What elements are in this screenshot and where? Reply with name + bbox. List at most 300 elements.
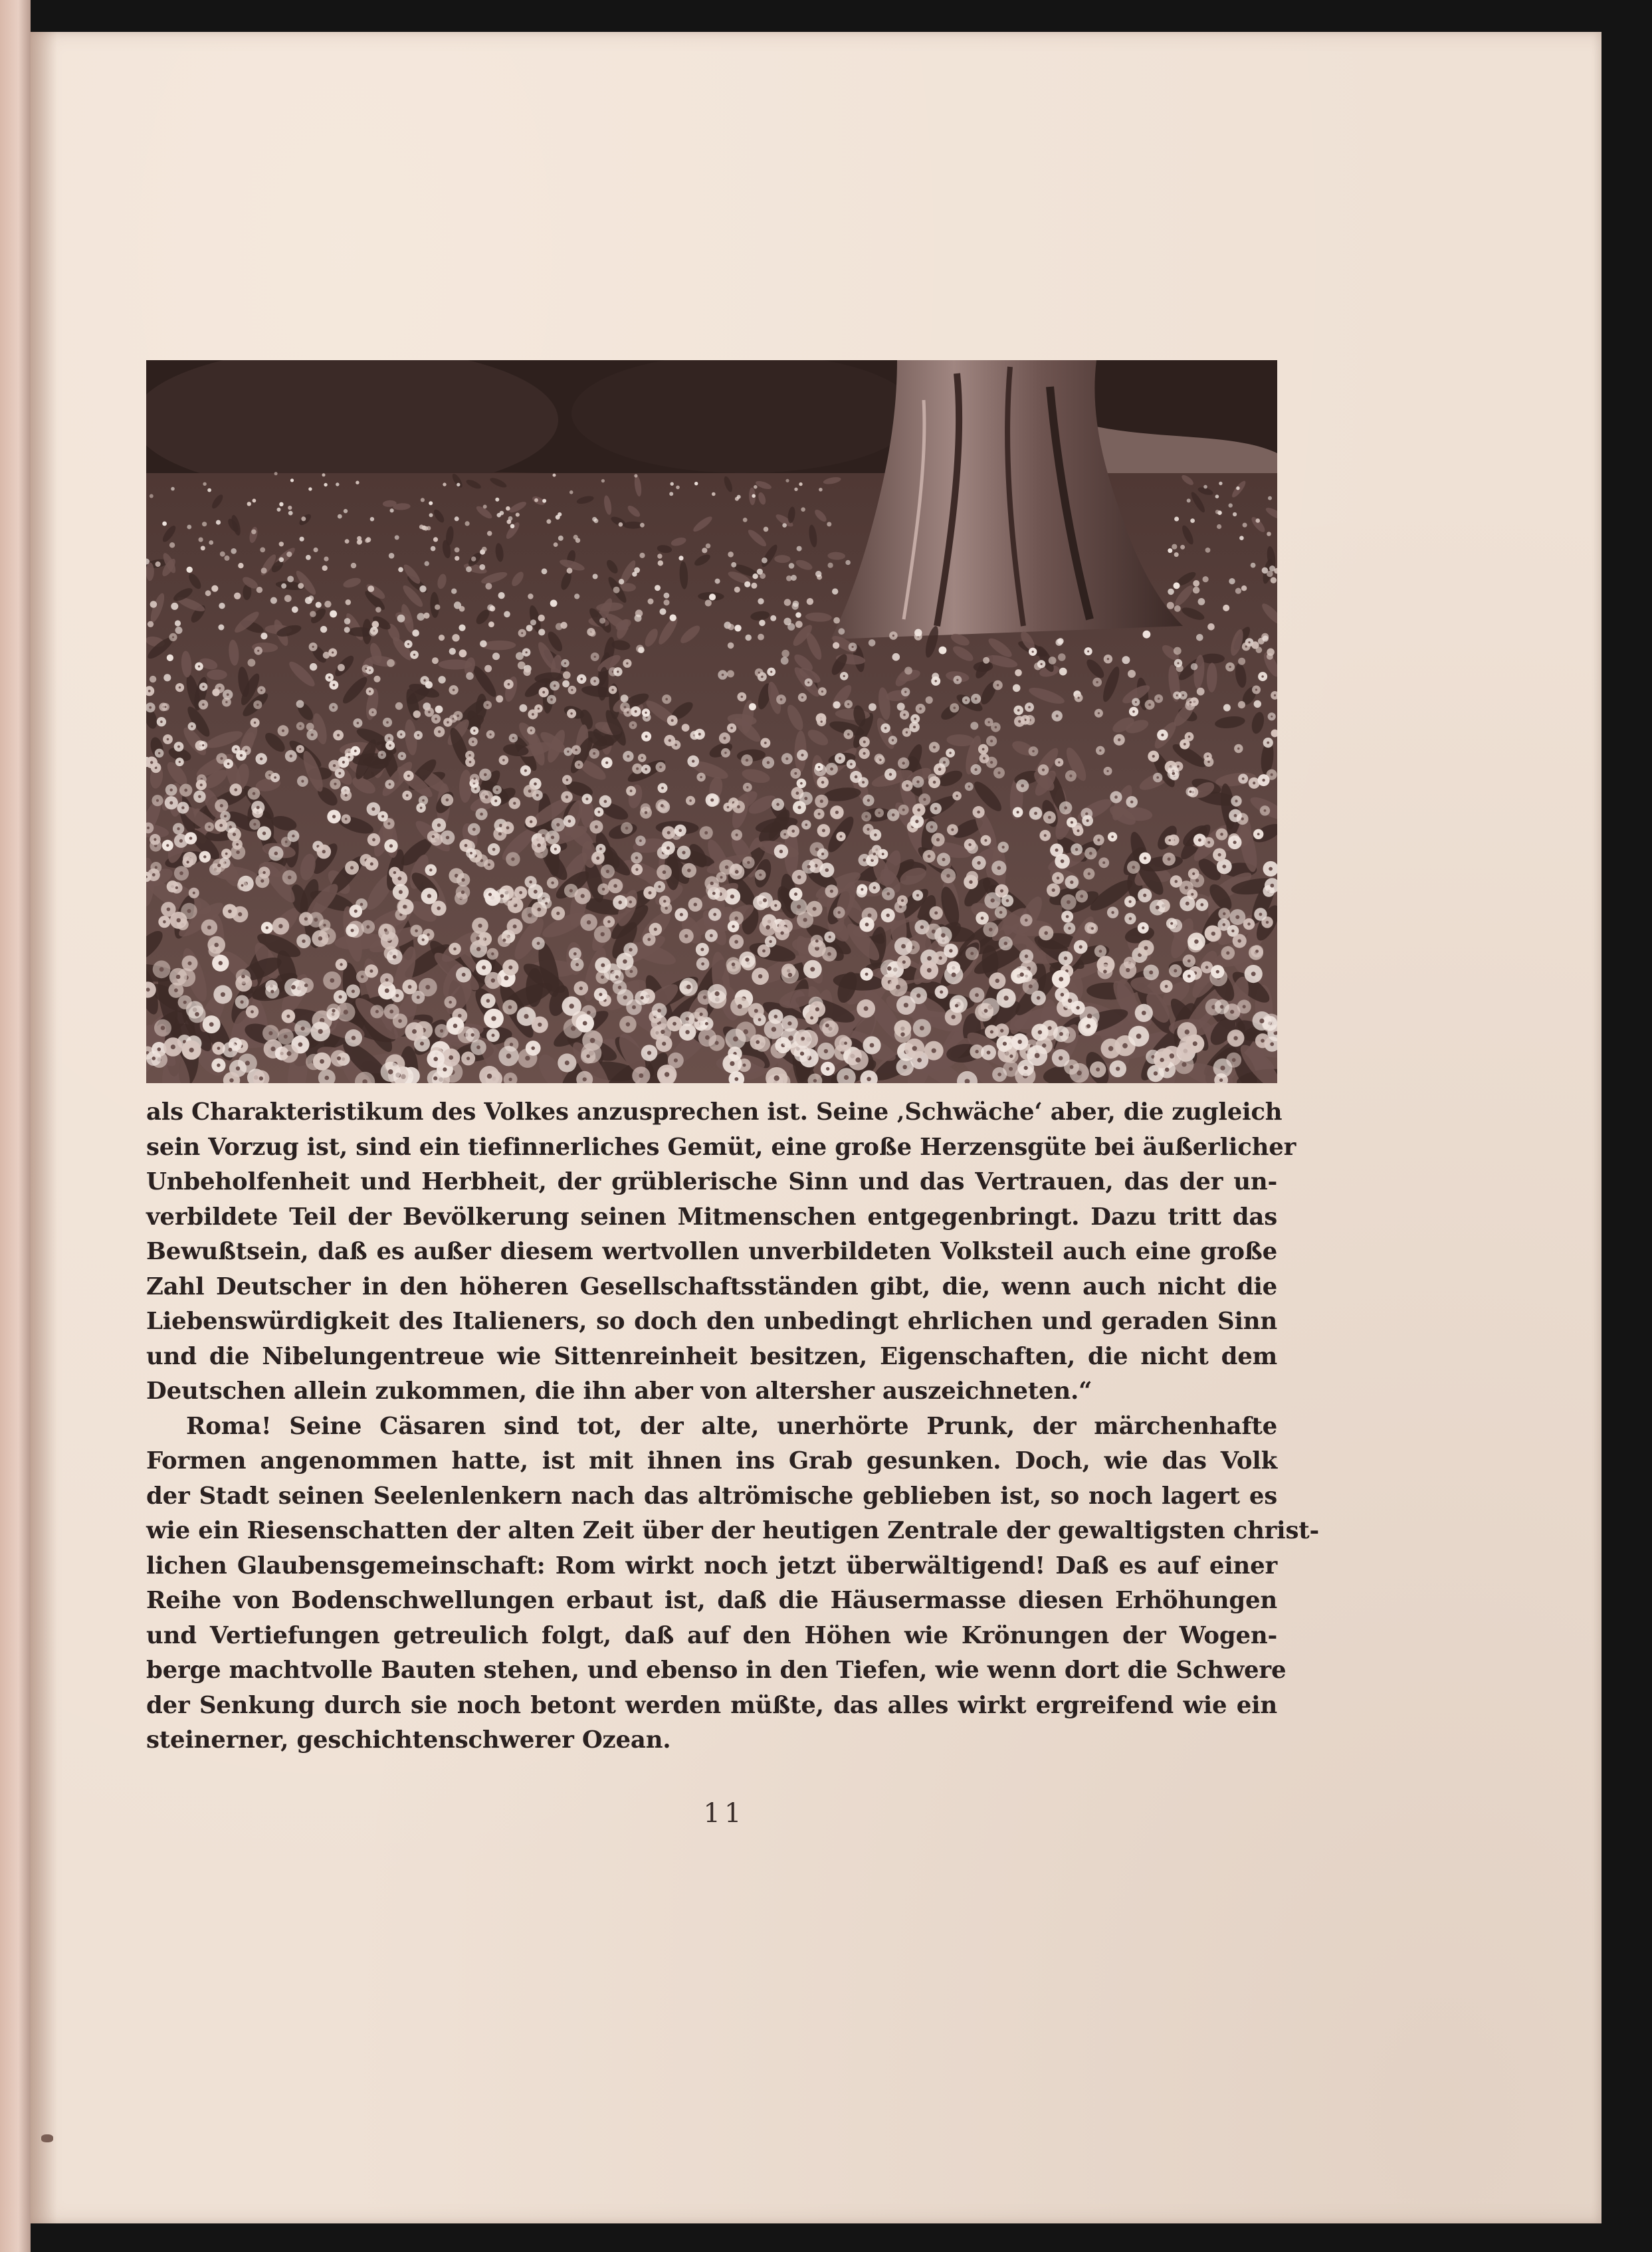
blossom [438,676,445,683]
blossom-center [632,724,634,726]
blossom-center [1096,681,1098,683]
blossom-center [423,679,425,681]
blossom [983,657,989,664]
blossom-center [157,1047,161,1051]
blossom [783,618,791,625]
blossom-center [868,914,872,918]
blossom-center [587,920,591,924]
blossom-center [977,811,980,814]
blossom [345,539,350,544]
blossom-center [351,929,354,932]
blossom-center [630,970,633,973]
blossom-center [710,934,713,938]
blossom [731,562,736,567]
blossom-center [1000,889,1003,892]
blossom-center [934,911,938,914]
blossom-center [480,813,483,816]
blossom-center [398,1019,402,1023]
blossom-center [417,734,419,736]
blossom [435,605,440,610]
blossom-center [977,861,980,865]
blossom-center [843,675,845,677]
blossom-center [661,787,664,789]
blossom-center [665,1072,669,1076]
blossom-center [1017,811,1019,813]
blossom-center [772,1027,776,1031]
blossom-center [393,871,396,874]
blossom-center [333,764,336,767]
blossom-center [927,968,932,973]
blossom-center [1071,821,1073,824]
blossom-center [236,1067,240,1071]
blossom-center [995,979,999,983]
blossom-center [583,1021,587,1026]
blossom-center [791,830,795,833]
blossom-center [645,811,648,815]
blossom-center [704,831,708,835]
blossom-center [1251,972,1256,976]
blossom-center [1257,833,1260,835]
blossom-center [1025,919,1028,922]
blossom-center [299,725,301,727]
blossom-center [855,775,858,779]
blossom-center [160,720,163,723]
blossom [819,488,823,492]
blossom [709,593,716,600]
blossom [1207,623,1215,631]
blossom-center [570,712,572,714]
blossom-center [732,925,734,928]
blossom-center [513,802,516,805]
blossom-center [152,1057,156,1061]
blossom-center [422,799,425,802]
blossom-center [1262,779,1265,781]
blossom-center [941,933,946,938]
blossom [187,567,193,573]
blossom [308,595,314,601]
blossom-center [575,963,579,966]
blossom-center [301,780,304,783]
blossom [425,681,433,688]
blossom-center [1059,1032,1063,1036]
blossom-center [1191,893,1193,896]
blossom-center [506,826,510,829]
blossom-center [1024,1066,1028,1070]
blossom-center [1055,849,1059,852]
blossom-center [737,805,740,809]
blossom [202,522,207,526]
blossom-center [491,952,494,955]
blossom-center [217,864,221,867]
blossom-center [580,678,583,680]
blossom [1251,641,1259,649]
blossom-center [184,789,187,792]
blossom-center [1116,1067,1120,1071]
blossom-center [991,898,995,902]
blossom-center [601,975,604,979]
blossom-center [188,962,192,966]
blossom-center [217,1063,220,1067]
blossom-center [983,757,985,760]
blossom [375,607,381,613]
blossom-center [1255,950,1259,953]
blossom-center [149,706,152,709]
blossom-center [302,940,305,943]
blossom-center [187,861,189,863]
blossom-center [830,890,833,893]
blossom-center [542,834,545,837]
blossom [466,566,472,572]
blossom [669,492,673,496]
blossom-center [1003,1042,1007,1046]
blossom-center [865,815,868,818]
blossom-center [339,995,342,999]
blossom-center [494,799,497,802]
blossom-center [1041,663,1043,665]
blossom-center [301,1027,305,1031]
blossom [279,502,283,506]
blossom-center [1176,694,1178,696]
blossom-center [902,762,905,764]
blossom-center [485,795,488,799]
blossom-center [537,908,541,912]
blossom [310,611,316,617]
blossom-center [598,811,601,813]
blossom-center [661,804,664,807]
blossom [296,700,304,708]
blossom-center [1261,675,1263,677]
blossom [869,703,877,711]
blossom-center [245,1061,250,1065]
blossom-center [365,668,367,670]
blossom-center [395,994,399,997]
blossom [1128,670,1136,678]
blossom-center [686,1017,690,1021]
blossom-center [241,1000,244,1003]
blossom-center [797,875,801,879]
blossom-center [662,1042,666,1046]
blossom-center [372,838,375,841]
blossom [492,653,500,660]
blossom-center [189,1048,194,1053]
blossom [1235,588,1241,594]
blossom-center [722,674,724,676]
blossom-center [268,1031,272,1035]
blossom [1187,498,1191,502]
blossom-center [428,711,431,714]
blossom-center [779,850,783,853]
blossom [1191,663,1198,670]
blossom-center [282,730,284,732]
blossom [744,581,750,587]
blossom-center [886,892,890,896]
blossom [869,639,876,647]
blossom [431,546,436,552]
blossom [310,663,317,670]
blossom-center [476,936,480,940]
blossom-center [1158,698,1160,700]
blossom-center [579,987,583,990]
blossom [351,563,356,568]
blossom-center [914,718,916,720]
blossom-center [629,900,632,903]
blossom [758,634,764,641]
blossom [270,597,277,604]
blossom-center [879,759,881,761]
blossom-center [389,783,391,786]
blossom [542,499,546,503]
blossom-center [968,785,970,787]
blossom-center [596,857,599,860]
blossom-center [1057,876,1059,879]
blossom-center [787,1021,791,1025]
blossom-center [801,1037,805,1040]
blossom-center [508,1005,512,1009]
blossom-center [299,748,301,750]
blossom-center [236,851,240,855]
blossom-center [619,900,622,904]
blossom-center [801,696,803,698]
blossom-center [776,803,779,806]
blossom-center [286,1015,290,1018]
blossom-center [1059,977,1063,981]
blossom-center [764,742,767,744]
blossom-center [1165,1068,1169,1072]
blossom-center [172,636,174,638]
blossom-center [462,973,466,977]
blossom-center [1006,899,1009,902]
blossom-center [1160,1058,1164,1062]
blossom [658,560,663,565]
blossom-center [807,682,809,684]
blossom-center [498,833,502,836]
blossom-center [667,847,670,850]
blossom [260,633,267,639]
blossom-center [399,890,403,894]
blossom-center [975,698,978,700]
blossom [1168,589,1174,595]
blossom-center [865,973,869,976]
blossom-center [332,706,334,708]
blossom [495,498,499,502]
blossom-center [933,781,936,784]
blossom [1057,638,1064,645]
text-line: Unbeholfenheit und Herbheit, der grüblerische Sinn und das Vertrauen, das der un- [146,1168,1277,1195]
blossom-center [975,1050,978,1053]
blossom-center [902,1065,907,1070]
blossom-center [794,772,797,775]
blossom-center [1274,694,1276,696]
blossom [785,479,789,482]
blossom [601,479,605,482]
blossom-center [585,797,588,800]
blossom-center [940,990,943,993]
blossom-center [219,687,221,690]
blossom-center [746,786,748,788]
blossom-center [152,873,155,876]
blossom-center [1216,970,1219,973]
blossom-center [487,1074,492,1079]
blossom [443,482,446,486]
blossom-center [810,967,815,972]
blossom-center [913,726,916,728]
blossom-center [320,1059,324,1064]
blossom-center [154,838,156,841]
blossom [1203,485,1207,489]
blossom-center [257,704,258,706]
blossom [1059,668,1067,676]
blossom-center [253,823,256,825]
blossom-center [471,1033,474,1037]
blossom-center [177,827,179,830]
blossom [338,514,342,519]
blossom-center [759,874,762,876]
blossom-center [844,1042,847,1045]
blossom [939,647,947,655]
blossom-center [892,813,895,817]
blossom-center [229,1048,233,1052]
blossom-center [257,806,260,809]
blossom-center [1048,1026,1052,1030]
blossom [433,537,438,542]
blossom-center [712,892,716,895]
blossom-center [1245,645,1247,647]
blossom [344,509,348,513]
blossom-center [241,975,245,979]
blossom-center [508,966,512,970]
blossom [496,695,503,702]
blossom [365,538,369,543]
blossom [706,544,711,549]
blossom-center [1009,1055,1013,1058]
blossom [526,625,533,631]
blossom-center [949,949,952,952]
blossom-center [587,1011,591,1015]
blossom-center [318,1029,323,1034]
blossom-center [586,1055,590,1059]
blossom-center [425,985,430,989]
blossom-center [1075,848,1078,851]
blossom-center [774,904,777,907]
blossom-center [1177,766,1180,768]
blossom-center [801,754,803,756]
flower-bed-photograph [146,360,1277,1083]
blossom-center [504,975,508,980]
blossom-center [1235,915,1239,919]
blossom [694,482,698,485]
blossom-center [508,683,510,686]
blossom [1229,503,1233,507]
blossom-center [852,646,854,648]
blossom-center [270,990,274,993]
blossom [498,592,505,599]
blossom-center [357,722,360,724]
blossom-center [284,1035,288,1039]
blossom [833,642,839,649]
blossom-center [229,1078,233,1082]
blossom-center [1144,857,1146,859]
blossom-center [420,807,423,809]
blossom-center [288,876,292,880]
blossom-center [1067,900,1071,904]
blossom-center [1170,922,1173,925]
blossom-center [578,764,580,766]
blossom [781,657,789,665]
blossom-center [171,1045,175,1049]
blossom-center [1193,1041,1197,1046]
blossom-center [225,701,227,703]
blossom-center [443,1067,447,1071]
blossom-center [934,807,937,810]
blossom-center [766,925,770,930]
blossom-center [1182,1062,1186,1067]
blossom [1254,700,1261,708]
blossom [412,629,419,637]
blossom-center [1087,1013,1092,1019]
blossom [542,568,548,574]
blossom [167,655,173,661]
blossom [1196,634,1203,641]
blossom [534,498,538,502]
blossom [471,556,476,561]
blossom [827,522,831,526]
blossom-center [1237,748,1239,750]
blossom [759,620,766,627]
blossom-center [530,730,532,732]
blossom-center [821,720,823,722]
blossom [451,589,457,594]
blossom-center [916,780,919,783]
blossom-center [187,909,191,913]
blossom-center [607,920,610,923]
blossom-center [1088,872,1090,875]
blossom-center [388,737,390,739]
blossom-center [830,768,833,771]
paragraph-1 [146,1095,1296,1409]
blossom [306,555,311,560]
blossom [1174,605,1181,612]
blossom-center [311,734,314,736]
blossom [550,600,558,607]
blossom-center [407,643,409,645]
blossom-center [684,934,688,938]
blossom [389,553,395,559]
blossom-center [878,812,880,814]
blossom [648,599,654,605]
blossom-center [758,974,762,978]
blossom-center [161,1026,165,1031]
blossom-center [863,752,866,755]
blossom-center [1003,995,1008,1000]
blossom-center [671,719,674,722]
blossom-center [568,820,571,823]
blossom [150,676,156,682]
blossom-center [850,763,853,766]
blossom-center [476,947,480,951]
blossom-center [545,902,548,905]
blossom [1223,704,1231,712]
blossom [150,494,154,498]
blossom-center [917,809,920,812]
blossom [155,562,161,567]
blossom-center [1266,921,1269,924]
blossom-center [1186,902,1189,906]
blossom-center [741,696,743,698]
blossom-center [524,769,527,772]
blossom-center [623,960,627,964]
blossom-center [1018,720,1021,723]
blossom [926,696,933,704]
